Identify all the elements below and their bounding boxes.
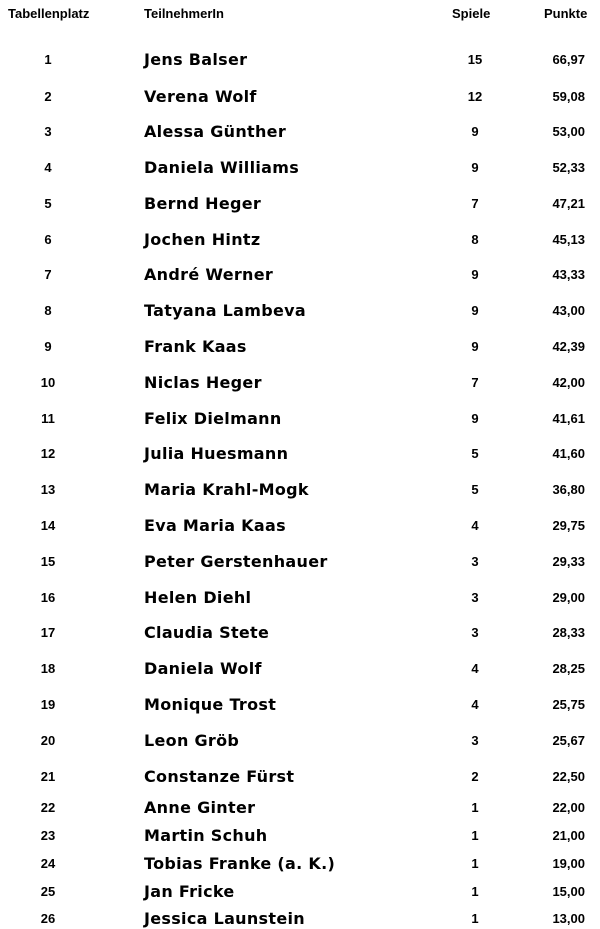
row-points: 21,00: [552, 828, 585, 843]
row-participant: Constanze Fürst: [144, 767, 295, 786]
row-games: 9: [471, 267, 479, 282]
table-row: [0, 552, 600, 572]
table-row: [0, 909, 600, 929]
row-place: 16: [40, 590, 56, 605]
row-place: 2: [44, 89, 52, 104]
row-games: 2: [471, 769, 479, 784]
row-participant: Bernd Heger: [144, 194, 262, 213]
row-games: 3: [471, 590, 479, 605]
row-participant: Frank Kaas: [144, 337, 247, 356]
row-participant: Daniela Williams: [144, 158, 300, 177]
row-participant: Julia Huesmann: [144, 444, 289, 463]
table-row: [0, 826, 600, 846]
row-points: 43,33: [552, 267, 585, 282]
row-participant: Peter Gerstenhauer: [144, 552, 328, 571]
row-participant: Jens Balser: [144, 50, 248, 69]
header-points: Punkte: [544, 6, 588, 21]
row-place: 24: [40, 856, 56, 871]
header-participant: TeilnehmerIn: [144, 6, 224, 21]
row-games: 4: [471, 697, 479, 712]
row-points: 29,33: [552, 554, 585, 569]
table-row: [0, 798, 600, 818]
row-points: 59,08: [552, 89, 585, 104]
row-points: 41,60: [552, 446, 585, 461]
table-row: [0, 122, 600, 142]
row-place: 26: [40, 911, 56, 926]
row-place: 19: [40, 697, 56, 712]
row-points: 47,21: [552, 196, 585, 211]
table-row: [0, 194, 600, 214]
row-participant: Jan Fricke: [144, 882, 235, 901]
row-games: 12: [467, 89, 483, 104]
row-participant: Leon Gröb: [144, 731, 240, 750]
table-row: [0, 516, 600, 536]
row-games: 1: [471, 884, 479, 899]
row-points: 45,13: [552, 232, 585, 247]
table-row: [0, 87, 600, 107]
table-row: [0, 409, 600, 429]
table-row: [0, 882, 600, 902]
row-place: 10: [40, 375, 56, 390]
row-points: 36,80: [552, 482, 585, 497]
row-games: 8: [471, 232, 479, 247]
row-games: 7: [471, 196, 479, 211]
table-row: [0, 337, 600, 357]
row-points: 22,00: [552, 800, 585, 815]
row-games: 3: [471, 554, 479, 569]
row-place: 22: [40, 800, 56, 815]
row-points: 15,00: [552, 884, 585, 899]
table-row: [0, 158, 600, 178]
table-row: [0, 230, 600, 250]
table-row: [0, 444, 600, 464]
row-place: 12: [40, 446, 56, 461]
row-participant: Martin Schuh: [144, 826, 268, 845]
row-participant: Felix Dielmann: [144, 409, 282, 428]
row-participant: Claudia Stete: [144, 623, 270, 642]
row-points: 42,39: [552, 339, 585, 354]
row-participant: Tobias Franke (a. K.): [144, 854, 336, 873]
row-place: 8: [44, 303, 52, 318]
row-place: 11: [41, 411, 55, 426]
row-points: 53,00: [552, 124, 585, 139]
row-points: 66,97: [552, 52, 585, 67]
table-row: [0, 373, 600, 393]
row-points: 42,00: [552, 375, 585, 390]
row-place: 21: [40, 769, 56, 784]
row-points: 13,00: [552, 911, 585, 926]
row-place: 9: [44, 339, 52, 354]
row-games: 1: [471, 911, 479, 926]
row-points: 29,00: [552, 590, 585, 605]
row-games: 1: [471, 800, 479, 815]
row-games: 9: [471, 160, 479, 175]
row-participant: Helen Diehl: [144, 588, 252, 607]
row-participant: Verena Wolf: [144, 87, 257, 106]
row-participant: Monique Trost: [144, 695, 277, 714]
row-points: 29,75: [552, 518, 585, 533]
row-participant: Jessica Launstein: [144, 909, 305, 928]
table-row: [0, 854, 600, 874]
row-place: 15: [40, 554, 56, 569]
header-place: Tabellenplatz: [8, 6, 90, 21]
row-place: 25: [40, 884, 56, 899]
header-games: Spiele: [452, 6, 491, 21]
row-place: 13: [40, 482, 56, 497]
row-place: 4: [44, 160, 52, 175]
row-participant: Eva Maria Kaas: [144, 516, 286, 535]
row-place: 23: [40, 828, 56, 843]
row-games: 3: [471, 733, 479, 748]
row-games: 1: [471, 828, 479, 843]
row-place: 5: [44, 196, 52, 211]
table-row: [0, 695, 600, 715]
row-games: 9: [471, 303, 479, 318]
row-participant: André Werner: [144, 265, 274, 284]
row-participant: Niclas Heger: [144, 373, 262, 392]
row-points: 25,75: [552, 697, 585, 712]
table-row: [0, 50, 600, 70]
row-points: 41,61: [552, 411, 585, 426]
row-games: 9: [471, 124, 479, 139]
row-participant: Alessa Günther: [144, 122, 287, 141]
row-games: 15: [467, 52, 483, 67]
table-row: [0, 623, 600, 643]
row-place: 1: [44, 52, 52, 67]
row-games: 9: [471, 411, 479, 426]
row-games: 5: [471, 482, 479, 497]
row-place: 6: [44, 232, 52, 247]
row-games: 9: [471, 339, 479, 354]
row-points: 19,00: [552, 856, 585, 871]
row-participant: Jochen Hintz: [144, 230, 261, 249]
table-row: [0, 480, 600, 500]
row-games: 1: [471, 856, 479, 871]
row-place: 3: [44, 124, 52, 139]
table-row: [0, 731, 600, 751]
row-points: 25,67: [552, 733, 585, 748]
row-participant: Maria Krahl-Mogk: [144, 480, 309, 499]
row-place: 14: [40, 518, 56, 533]
row-points: 28,33: [552, 625, 585, 640]
table-row: [0, 767, 600, 787]
row-participant: Anne Ginter: [144, 798, 256, 817]
table-row: [0, 659, 600, 679]
row-points: 28,25: [552, 661, 585, 676]
row-games: 4: [471, 518, 479, 533]
row-place: 7: [44, 267, 52, 282]
row-place: 20: [40, 733, 56, 748]
row-points: 43,00: [552, 303, 585, 318]
row-participant: Daniela Wolf: [144, 659, 262, 678]
row-place: 18: [40, 661, 56, 676]
row-points: 52,33: [552, 160, 585, 175]
row-participant: Tatyana Lambeva: [144, 301, 306, 320]
row-games: 7: [471, 375, 479, 390]
table-row: [0, 301, 600, 321]
table-row: [0, 588, 600, 608]
row-games: 5: [471, 446, 479, 461]
row-place: 17: [40, 625, 56, 640]
table-row: [0, 265, 600, 285]
row-points: 22,50: [552, 769, 585, 784]
row-games: 4: [471, 661, 479, 676]
row-games: 3: [471, 625, 479, 640]
